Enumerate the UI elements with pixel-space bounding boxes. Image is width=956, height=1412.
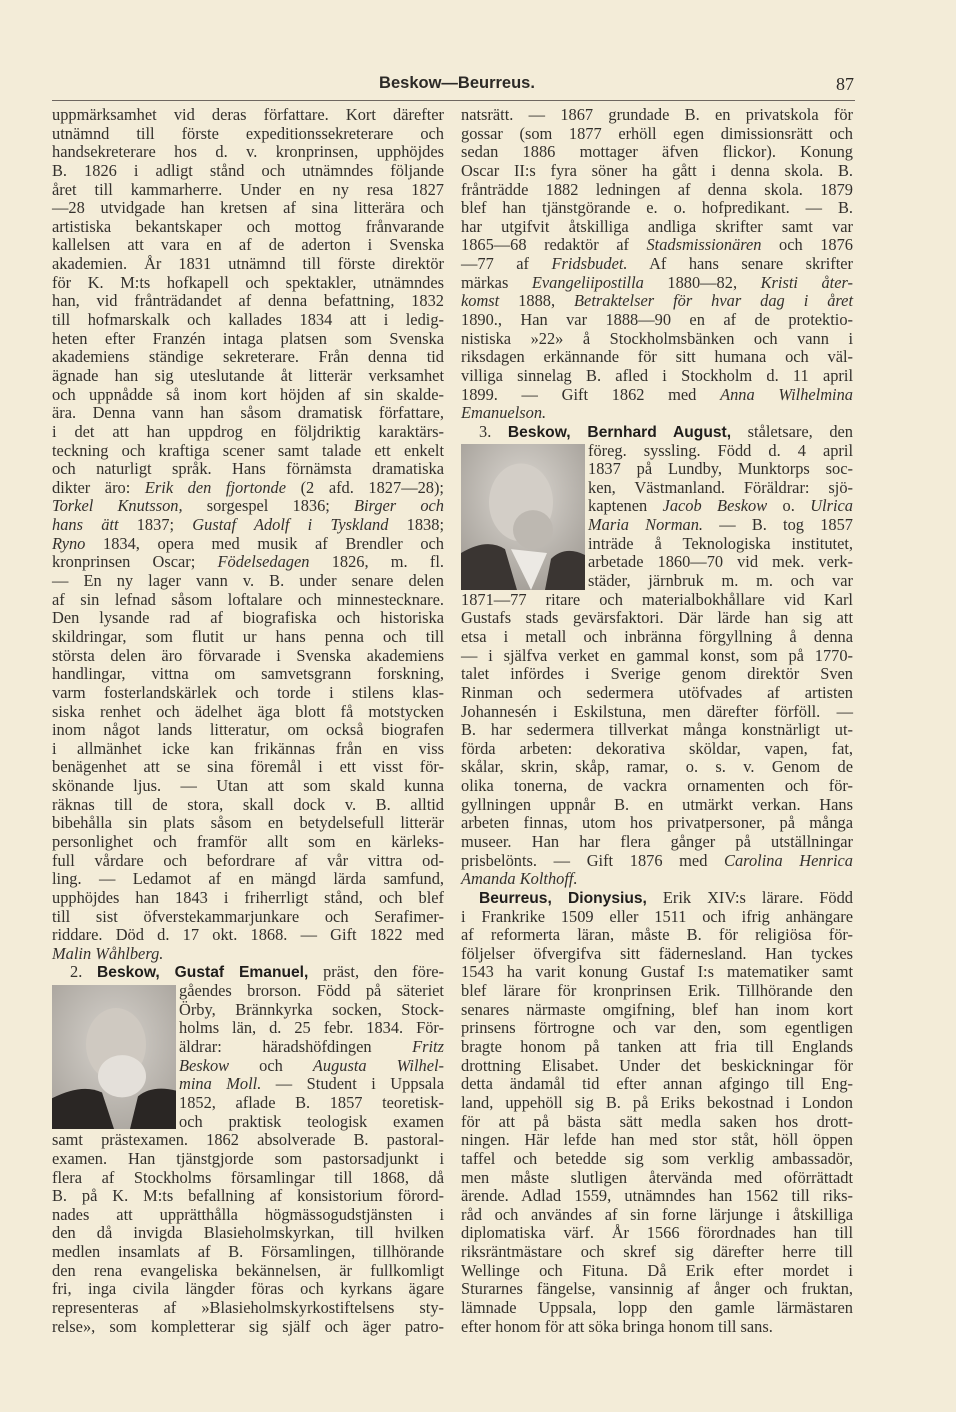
text-run: största delen äro förvarade i Svenska akademiens: [52, 645, 444, 665]
text-run: och: [229, 1055, 313, 1075]
entry-heading: Beskow, Bernhard August,: [507, 423, 732, 441]
text-line: [461, 591, 853, 610]
text-line: [461, 647, 853, 666]
text-run: museer. Han har flera gånger på utställningar: [461, 831, 853, 851]
text-line: [461, 1169, 853, 1188]
text-run: och naturligt språk. Hans förnämsta dramatiska: [52, 459, 444, 479]
text-line: [461, 889, 853, 908]
text-line: [52, 758, 444, 777]
text-run: 1543 ha varit konung Gustaf I:s matematiker samt: [461, 962, 853, 982]
text-line: [52, 1262, 444, 1281]
text-run: i allmänhet icke kan frikännas från en viss: [52, 738, 444, 758]
italic-text: Beskow: [179, 1055, 230, 1075]
text-line: [461, 982, 853, 1001]
text-run: 1852, aflade B. 1857 teoretisk-: [179, 1092, 444, 1112]
text-line: [52, 665, 444, 684]
text-run: detta ändamål tid efter annan afgingo till Eng-: [461, 1074, 853, 1094]
text-run: — En ny lager vann v. B. under senare delen: [52, 571, 444, 591]
text-line: [461, 125, 853, 144]
text-line: [52, 777, 444, 796]
text-line: [461, 162, 853, 181]
italic-text: Augusta Wilhel-: [312, 1055, 444, 1075]
text-run: senares närmaste omgifning, blef han inom kort: [461, 999, 853, 1019]
text-line: [52, 945, 444, 964]
text-run: — i själfva verket en gammal konst, som på 1770-: [461, 645, 853, 665]
text-line: [461, 628, 853, 647]
italic-text: Födelsedagen: [217, 552, 310, 572]
text-run: skildringar, som flutit ur hans penna och till: [52, 626, 444, 646]
text-run: 1826, m. fl.: [309, 552, 444, 572]
text-run: arbeten finnas, utom hos privatpersoner, på många: [461, 813, 853, 833]
text-line: [461, 1094, 853, 1113]
text-line: [52, 106, 444, 125]
text-line: [52, 311, 444, 330]
text-line: [461, 665, 853, 684]
text-run: ära. Denna vann han såsom dramatisk författare,: [52, 403, 444, 423]
text-run: kaptenen: [588, 496, 663, 516]
text-run: B. 1826 i adligt stånd och utnämndes följande: [52, 160, 444, 180]
text-line: [461, 1299, 853, 1318]
text-run: (2 afd. 1827—28);: [286, 477, 444, 497]
text-line: [461, 348, 853, 367]
text-line: [52, 721, 444, 740]
text-run: teckning och kraftiga scener samt talade ett enkelt: [52, 440, 444, 460]
text-line: [52, 647, 444, 666]
text-line: [461, 963, 853, 982]
text-run: inom något lands litteratur, om också biografen: [52, 720, 444, 740]
text-run: kronprinsen Oscar;: [52, 552, 218, 572]
text-line: [52, 870, 444, 889]
text-run: bragte honom på tanken att fria till Englands: [461, 1037, 853, 1057]
text-line: [461, 181, 853, 200]
text-run: kallelsen att vara en af de aderton i Svenska: [52, 235, 444, 255]
right-column: [461, 106, 853, 1336]
text-line: [52, 348, 444, 367]
text-run: och 1876: [761, 235, 853, 255]
text-run: Den lysande rad af biografiska och historiska: [52, 608, 444, 628]
text-line: [52, 479, 444, 498]
text-run: 1838;: [388, 515, 444, 535]
text-line: [52, 236, 444, 255]
text-line: [52, 814, 444, 833]
italic-text: mina Moll.: [179, 1074, 262, 1094]
italic-text: Fritz: [412, 1037, 444, 1057]
text-run: taffel och betedde sig som verklig ambassadör,: [461, 1148, 853, 1168]
text-line: [52, 143, 444, 162]
text-run: för K. M:ts hofkapell och spektakler, utnämndes: [52, 272, 444, 292]
text-run: diplomatiska värf. År 1566 förordnades han till: [461, 1223, 853, 1243]
text-run: 2.: [70, 962, 98, 982]
text-run: bibehålla sin plats såsom en betydelsefull litterär: [52, 813, 444, 833]
italic-text: Amanda Kolthoff.: [461, 869, 578, 889]
text-run: uppmärksamhet vid deras författare. Kort därefter: [52, 105, 444, 124]
text-run: representeras af »Blasieholmskyrkostiftelsens sty-: [52, 1298, 444, 1317]
text-run: personlighet och framför allt som en kärleks-: [52, 831, 444, 851]
text-line: [52, 516, 444, 535]
text-run: Johannesén i Eskilstuna, men därefter förföll. —: [461, 701, 853, 721]
italic-text: Ulrica: [810, 496, 853, 516]
text-run: frånträdde 1882 ledningen af denna skola. 1879: [461, 179, 853, 199]
text-line: [52, 1131, 444, 1150]
text-run: sorgespel 1836;: [182, 496, 354, 516]
text-line: [52, 442, 444, 461]
text-line: [52, 460, 444, 479]
text-line: [52, 796, 444, 815]
text-run: sedan 1886 mottager äfven flickor). Konung: [461, 142, 853, 162]
text-line: [461, 908, 853, 927]
text-run: villiga sinnelag B. afled i Stockholm d. 11 april: [461, 365, 853, 385]
text-run: Örby, Brännkyrka socken, Stock-: [179, 999, 444, 1019]
text-run: städer, järnbruk m. m. och var: [588, 571, 853, 591]
text-run: präst, den före-: [308, 962, 445, 982]
text-run: riksräntmästare och skref sig därefter herre till: [461, 1242, 853, 1262]
text-run: 1890., Han var 1888—90 en af de protektio-: [461, 310, 853, 330]
text-run: för att på bästa sätt medla saken hos drott-: [461, 1111, 853, 1131]
text-run: föreg. syssling. Född d. 4 april: [588, 440, 853, 460]
text-line: [52, 703, 444, 722]
text-line: [461, 404, 853, 423]
text-line: [52, 181, 444, 200]
text-line: [52, 1243, 444, 1262]
text-run: prinsens förtrogne och var den, som egentligen: [461, 1018, 853, 1038]
left-column: [52, 106, 444, 1336]
text-run: Oscar II:s fyra söner ha gått i denna skola. B.: [461, 160, 853, 180]
text-run: skönande ljus. — Utan att som skald kunna: [52, 776, 444, 796]
text-run: af sin lefnad såsom loftalare och minnestecknare.: [52, 589, 444, 609]
running-title: Beskow—Beurreus.: [379, 74, 535, 92]
text-line: [461, 255, 853, 274]
text-line: [461, 1224, 853, 1243]
text-run: 1899. — Gift 1862 med: [461, 384, 721, 404]
text-line: [461, 330, 853, 349]
italic-text: Fridsbudet.: [551, 254, 628, 274]
text-run: varm fosterlandskärlek och torde i stilens klas-: [52, 682, 444, 702]
text-run: land, uppehöll sig B. på Eriks bekostnad i London: [461, 1092, 853, 1112]
text-line: [461, 870, 853, 889]
text-line: [461, 143, 853, 162]
text-line: [461, 292, 853, 311]
text-line: [461, 721, 853, 740]
text-line: [52, 330, 444, 349]
text-line: [461, 814, 853, 833]
text-run: handlingar, vittna om samvetsgrann forskning,: [52, 664, 444, 684]
text-line: [461, 367, 853, 386]
text-run: ningen. Här lefde han med stor ståt, höll öppen: [461, 1130, 853, 1150]
text-line: [52, 1206, 444, 1225]
text-line: [52, 572, 444, 591]
text-run: nistiska »22» å Stockholmsbänken och vann i: [461, 328, 853, 348]
text-line: [52, 908, 444, 927]
text-run: upphöjdes han 1843 i friherrligt stånd, och blef: [52, 887, 444, 907]
text-line: [52, 684, 444, 703]
text-line: [461, 684, 853, 703]
text-run: 1837;: [118, 515, 193, 535]
text-run: Gustafs stads gevärsfaktori. Där lärde han sig att: [461, 608, 853, 628]
text-run: dikter äro:: [52, 477, 145, 497]
text-line: [52, 1224, 444, 1243]
text-line: [461, 1057, 853, 1076]
text-line: [52, 274, 444, 293]
text-run: riddare. Död d. 17 okt. 1868. — Gift 1822 med: [52, 925, 444, 945]
text-run: heten efter Franzén intaga platsen som Svenska: [52, 328, 444, 348]
text-run: han, vid frånträdandet af denna befattning, 1832: [52, 291, 444, 311]
text-line: [461, 218, 853, 237]
text-run: till sist öfverstekammarjunkare och Serafimer-: [52, 906, 444, 926]
text-line: [461, 796, 853, 815]
text-run: full vårdare och befordrare af vår vittra od-: [52, 850, 444, 870]
text-run: prisbelönts. — Gift 1876 med: [461, 850, 725, 870]
italic-text: Emanuelson.: [461, 403, 547, 423]
text-run: räknas till de stora, skall dock v. B. alltid: [52, 794, 444, 814]
text-run: natsrätt. — 1867 grundade B. en privatskola för: [461, 105, 853, 124]
text-line: [461, 1001, 853, 1020]
text-run: men måste slutligen återvända med oförrättadt: [461, 1167, 853, 1187]
text-run: o.: [767, 496, 811, 516]
text-line: [52, 852, 444, 871]
text-run: ärende. Adlad 1559, utnämndes han 1562 till riks-: [461, 1186, 853, 1206]
text-run: akademien. År 1831 utnämnd till förste direktör: [52, 254, 444, 274]
text-run: efter honom för att söka bringa honom till sans.: [461, 1316, 773, 1336]
text-run: lämnade Uppsala, lopp den gamle lärmästaren: [461, 1298, 853, 1317]
text-line: [461, 758, 853, 777]
text-run: drottning Elisabet. Under det beskickningar för: [461, 1055, 853, 1075]
text-line: [52, 125, 444, 144]
entry-heading: Beurreus, Dionysius,: [479, 889, 647, 907]
text-line: [52, 553, 444, 572]
text-run: i det att han uppdrog en följdriktig karaktärs-: [52, 421, 444, 441]
text-line: [461, 1075, 853, 1094]
text-line: [461, 1280, 853, 1299]
text-run: — Student i Uppsala: [261, 1074, 444, 1094]
text-line: [461, 1206, 853, 1225]
text-run: märkas: [461, 272, 532, 292]
text-line: [461, 945, 853, 964]
text-line: [461, 1150, 853, 1169]
text-line: [461, 1131, 853, 1150]
portrait-bernhard-august-beskow: [461, 444, 585, 590]
text-line: [52, 255, 444, 274]
text-run: året till kammarherre. Under en ny resa 1827: [52, 179, 444, 199]
text-line: [52, 199, 444, 218]
text-run: och praktisk teologisk examen: [179, 1111, 444, 1131]
text-run: förda arbeten: dekorativa sköldar, vapen, fat,: [461, 738, 853, 758]
text-run: — B. tog 1857: [703, 515, 853, 535]
text-run: ling. — Ledamot af en mängd lärda samfund,: [52, 869, 444, 889]
text-run: gåendes brorson. Född på säteriet: [179, 981, 444, 1001]
text-line: [52, 292, 444, 311]
text-line: [461, 1187, 853, 1206]
text-line: [52, 740, 444, 759]
text-run: gossar (som 1877 erhöll egen dimissionsrätt och: [461, 123, 853, 143]
text-line: [461, 1262, 853, 1281]
text-run: Sturarnes fängelse, vansinnig af ånger och fruktan,: [461, 1279, 853, 1299]
text-line: [52, 1299, 444, 1318]
text-run: benägenhet att se sina föremål i ett visst för-: [52, 757, 444, 777]
text-run: äldrar: häradshöfdingen: [179, 1037, 413, 1057]
header-rule: [52, 100, 855, 101]
text-run: olika tonerna, de vackra ornamenten och för-: [461, 776, 853, 796]
text-run: inträde å Teknologiska institutet,: [588, 533, 853, 553]
text-line: [52, 591, 444, 610]
italic-text: Jacob Beskow: [662, 496, 768, 516]
text-line: [461, 1019, 853, 1038]
text-line: [461, 423, 853, 442]
text-run: 1837 på Lundby, Munktorps soc-: [588, 459, 853, 479]
text-line: [461, 1038, 853, 1057]
italic-text: Carolina Henrica: [724, 850, 853, 870]
text-line: [461, 852, 853, 871]
text-line: [461, 386, 853, 405]
text-run: råd och användes af sin forne lärjunge i åtskilliga: [461, 1204, 853, 1224]
text-line: [52, 609, 444, 628]
text-run: blef han tjänstgörande e. o. hofpredikant. — B.: [461, 198, 853, 218]
italic-text: Anna Wilhelmina: [720, 384, 853, 404]
italic-text: Gustaf Adolf i Tyskland: [192, 515, 389, 535]
text-line: [461, 926, 853, 945]
text-run: siska renhet och ädelhet äga blott få motstycken: [52, 701, 444, 721]
text-run: den rena evangeliska bekännelsen, är fullkomligt: [52, 1260, 444, 1280]
text-line: [461, 274, 853, 293]
text-run: holms län, d. 25 febr. 1834. För-: [179, 1018, 444, 1038]
text-line: [52, 1187, 444, 1206]
text-run: flera af Stockholms församlingar till 1868, då: [52, 1167, 444, 1187]
text-line: [52, 628, 444, 647]
text-run: Wellinge och Fituna. Då Erik efter mordet i: [461, 1260, 853, 1280]
text-run: den då invigda Blasieholmskyrkan, till hvilken: [52, 1223, 444, 1243]
text-run: blef lärare för kronprinsen Erik. Tillhörande den: [461, 981, 853, 1001]
text-line: [52, 889, 444, 908]
text-run: Af hans senare skrifter: [627, 254, 854, 274]
text-line: [461, 1243, 853, 1262]
italic-text: Kristi åter-: [760, 272, 853, 292]
text-run: följelser öfvergifva sitt fädernesland. Han tyckes: [461, 943, 853, 963]
text-line: [461, 199, 853, 218]
text-run: gyllningen uppnår B. en utmärkt verkan. Hans: [461, 794, 853, 814]
text-line: [52, 926, 444, 945]
text-run: artistiska bekantskaper och mottog frånvarande: [52, 216, 444, 236]
text-run: ken, Västmanland. Föräldrar: sjö-: [588, 477, 853, 497]
italic-text: Maria Norman.: [588, 515, 704, 535]
italic-text: hans ätt: [52, 515, 119, 535]
text-run: nades att upprätthålla högmässogudstjänsten i: [52, 1204, 444, 1224]
text-line: [52, 162, 444, 181]
text-line: [461, 1113, 853, 1132]
text-run: har utgifvit åtskilliga andliga skrifter samt var: [461, 216, 853, 236]
text-run: —77 af: [461, 254, 552, 274]
text-run: 3.: [479, 421, 508, 441]
entry-heading: Beskow, Gustaf Emanuel,: [97, 964, 309, 982]
text-line: [461, 609, 853, 628]
text-run: 1871—77 ritare och materialbokhållare vid Karl: [461, 589, 853, 609]
text-line: [52, 1280, 444, 1299]
text-line: [52, 423, 444, 442]
text-run: 1834, opera med musik af Brendler och: [85, 533, 444, 553]
text-run: skålar, skrin, skåp, ramar, o. s. v. Genom de: [461, 757, 853, 777]
text-run: af reformerta läran, måste B. för religiösa för-: [461, 925, 853, 945]
italic-text: Erik den fjortonde: [144, 477, 287, 497]
text-line: [52, 1150, 444, 1169]
italic-text: komst: [461, 291, 500, 311]
italic-text: Evangeliipostilla: [531, 272, 644, 292]
text-run: 1880—82,: [643, 272, 761, 292]
text-line: [461, 740, 853, 759]
italic-text: Torkel Knutsson,: [52, 496, 183, 516]
text-run: i Frankrike 1509 eller 1511 och ifrig anhängare: [461, 906, 853, 926]
text-run: relse», som kompletterar sig själf och äger patro-: [52, 1316, 444, 1336]
page-number: 87: [836, 74, 854, 94]
text-line: [461, 777, 853, 796]
text-run: ståletsare, den: [731, 421, 853, 441]
text-run: och uppnådde så inom kort höjden af sin skalde-: [52, 384, 444, 404]
text-run: fri, inga civila längder föras och kyrkans ägare: [52, 1279, 444, 1299]
text-line: [52, 386, 444, 405]
text-line: [461, 311, 853, 330]
italic-text: Betraktelser för hvar dag i året: [574, 291, 853, 311]
text-run: Rinman och sedermera utöfvades af artisten: [461, 682, 853, 702]
text-run: till hofmarskalk och kallades 1834 att i ledig-: [52, 310, 444, 330]
text-run: ägnade han sig uteslutande åt litterär verksamhet: [52, 365, 444, 385]
text-line: [461, 703, 853, 722]
portrait-gustaf-emanuel-beskow: [52, 985, 176, 1129]
text-run: Erik XIV:s lärare. Född: [646, 887, 853, 907]
text-run: akademiens ständige sekreterare. Från denna tid: [52, 347, 444, 367]
italic-text: Ryno: [52, 533, 86, 553]
italic-text: Stadsmissionären: [646, 235, 762, 255]
text-line: [52, 218, 444, 237]
text-run: —28 utvidgade han kretsen af sina litterära och: [52, 198, 444, 218]
text-run: 1888,: [499, 291, 575, 311]
text-line: [461, 833, 853, 852]
text-line: [52, 404, 444, 423]
text-line: [52, 497, 444, 516]
text-run: medlen insamlats af B. Församlingen, tillhörande: [52, 1242, 444, 1262]
text-line: [52, 1169, 444, 1188]
text-run: B. på K. M:ts befallning af konsistorium förord-: [52, 1186, 444, 1206]
text-run: talet infördes i Sverige genom direktör Sven: [461, 664, 853, 684]
text-line: [461, 106, 853, 125]
text-run: B. har sedermera tillverkat många konstnärligt ut-: [461, 720, 853, 740]
text-run: samt prästexamen. 1862 absolverade B. pastoral-: [52, 1130, 444, 1150]
text-run: riksdagen erkännande för sitt humana och väl-: [461, 347, 853, 367]
text-run: arbetade 1860—70 vid mek. verk-: [588, 552, 853, 572]
text-line: [52, 535, 444, 554]
text-line: [52, 1318, 444, 1337]
text-run: handsekreterare hos d. v. kronprinsen, upphöjdes: [52, 142, 444, 162]
text-line: [52, 963, 444, 982]
text-line: [461, 1318, 853, 1337]
italic-text: Birger och: [353, 496, 444, 516]
text-run: 1865—68 redaktör af: [461, 235, 647, 255]
text-line: [461, 236, 853, 255]
italic-text: Malin Wåhlberg.: [52, 943, 164, 963]
text-line: [52, 367, 444, 386]
text-line: [52, 833, 444, 852]
text-run: examen. Han tjänstgjorde som pastorsadjunkt i: [52, 1148, 444, 1168]
text-run: utnämnd till förste expeditionssekreterare och: [52, 123, 444, 143]
text-run: etsa i metall och inbränna förgyllning å denna: [461, 626, 853, 646]
